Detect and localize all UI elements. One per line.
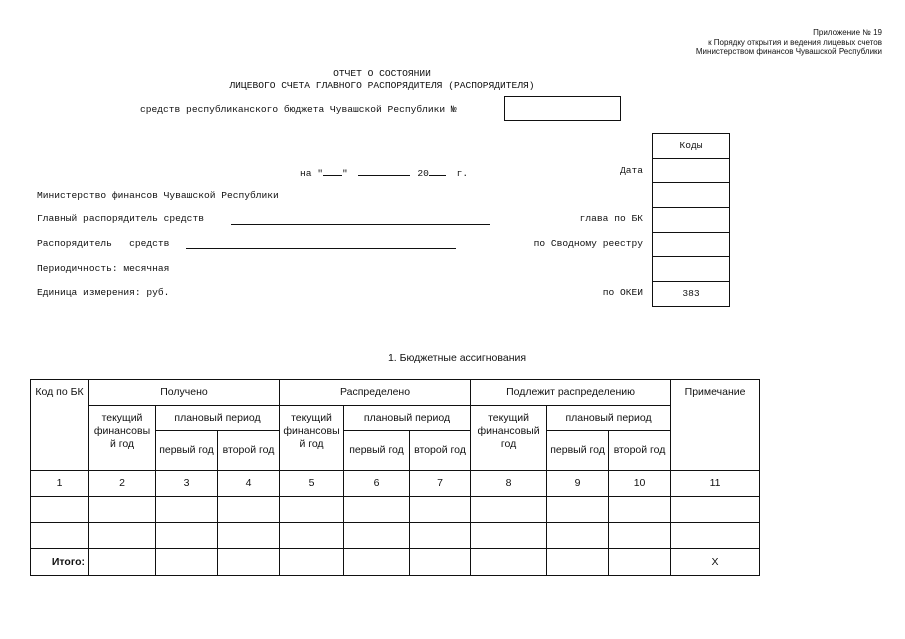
total-cell[interactable] <box>471 549 547 576</box>
col-to-distribute-plan: плановый период <box>547 406 671 431</box>
account-number-field[interactable] <box>504 96 621 121</box>
table-cell[interactable] <box>410 523 471 549</box>
col-num: 11 <box>671 471 760 497</box>
col-num: 7 <box>410 471 471 497</box>
table-cell[interactable] <box>89 523 156 549</box>
total-row <box>31 549 760 576</box>
table-cell[interactable] <box>344 497 410 523</box>
table-cell[interactable] <box>671 523 760 549</box>
col-num: 4 <box>218 471 280 497</box>
section-title: 1. Бюджетные ассигнования <box>387 352 527 364</box>
col-num: 10 <box>609 471 671 497</box>
year-blank[interactable] <box>429 165 446 176</box>
table-cell[interactable] <box>609 523 671 549</box>
appropriations-table <box>30 379 760 576</box>
table-row <box>31 497 760 523</box>
total-cell[interactable] <box>89 549 156 576</box>
col-num: 8 <box>471 471 547 497</box>
total-cell[interactable] <box>410 549 471 576</box>
label-okei: по ОКЕИ <box>602 287 643 298</box>
label-head-bk: глава по БК <box>579 213 643 224</box>
table-row <box>31 523 760 549</box>
table-cell[interactable] <box>280 523 344 549</box>
code-okei: 383 <box>653 282 730 307</box>
col-to-distribute: Подлежит распределению <box>471 380 671 406</box>
col-received-second: второй год <box>218 431 280 471</box>
code-head-bk[interactable] <box>653 208 730 233</box>
col-num: 3 <box>156 471 218 497</box>
table-cell[interactable] <box>547 523 609 549</box>
table-cell[interactable] <box>609 497 671 523</box>
chief-manager-label: Главный распорядитель средств <box>37 213 204 224</box>
col-num: 6 <box>344 471 410 497</box>
table-cell[interactable] <box>410 497 471 523</box>
table-cell[interactable] <box>156 497 218 523</box>
annex-line-3: Министерством финансов Чувашской Республики <box>695 47 882 56</box>
code-date[interactable] <box>653 158 730 183</box>
total-cell[interactable] <box>218 549 280 576</box>
month-blank[interactable] <box>358 165 410 176</box>
report-date <box>300 165 468 179</box>
total-cell[interactable] <box>344 549 410 576</box>
col-note: Примечание <box>671 380 760 471</box>
chief-manager-field[interactable] <box>231 224 490 225</box>
col-num: 9 <box>547 471 609 497</box>
col-num: 2 <box>89 471 156 497</box>
col-received-plan: плановый период <box>156 406 280 431</box>
table-cell[interactable] <box>218 497 280 523</box>
unit-of-measure: Единица измерения: руб. <box>37 287 170 298</box>
table-cell[interactable] <box>89 497 156 523</box>
col-distributed-current: текущий финансовы й год <box>280 406 344 471</box>
total-cell[interactable] <box>156 549 218 576</box>
annex-note <box>696 28 882 57</box>
col-num: 5 <box>280 471 344 497</box>
periodicity: Периодичность: месячная <box>37 263 170 274</box>
table-cell[interactable] <box>31 523 89 549</box>
col-received-first: первый год <box>156 431 218 471</box>
annex-line-1: Приложение № 19 <box>813 28 882 37</box>
table-cell[interactable] <box>471 497 547 523</box>
total-cell[interactable] <box>280 549 344 576</box>
table-cell[interactable] <box>547 497 609 523</box>
label-date: Дата <box>619 165 643 176</box>
col-received-current: текущий финансовы й год <box>89 406 156 471</box>
total-cell[interactable] <box>609 549 671 576</box>
code-reestr[interactable] <box>653 232 730 257</box>
funds-line: средств республиканского бюджета Чувашской Республики № <box>140 104 457 115</box>
manager-field[interactable] <box>186 248 456 249</box>
col-received: Получено <box>89 380 280 406</box>
report-title-2: ЛИЦЕВОГО СЧЕТА ГЛАВНОГО РАСПОРЯДИТЕЛЯ (РАСПОРЯДИТЕЛЯ) <box>229 80 535 91</box>
col-distributed-first: первый год <box>344 431 410 471</box>
column-numbers-row <box>31 471 760 497</box>
table-cell[interactable] <box>471 523 547 549</box>
col-distributed-plan: плановый период <box>344 406 471 431</box>
date-mid: " <box>342 168 348 179</box>
table-cell[interactable] <box>344 523 410 549</box>
table-cell[interactable] <box>671 497 760 523</box>
report-title-1: ОТЧЕТ О СОСТОЯНИИ <box>333 68 431 79</box>
date-year: 20 <box>417 168 429 179</box>
code-blank-1[interactable] <box>653 183 730 208</box>
code-blank-2[interactable] <box>653 257 730 282</box>
total-note: Х <box>671 549 760 576</box>
col-to-distribute-current: текущий финансовый год <box>471 406 547 471</box>
col-num: 1 <box>31 471 89 497</box>
codes-header: Коды <box>653 134 730 159</box>
label-reestr: по Сводному реестру <box>533 238 643 249</box>
annex-line-2: к Порядку открытия и ведения лицевых счетов <box>708 37 882 47</box>
date-prefix: на " <box>300 168 324 179</box>
table-cell[interactable] <box>280 497 344 523</box>
table-cell[interactable] <box>156 523 218 549</box>
total-cell[interactable] <box>547 549 609 576</box>
ministry-name: Министерство финансов Чувашской Республики <box>37 190 279 201</box>
manager-label: Распорядитель средств <box>37 238 170 249</box>
col-to-distribute-second: второй год <box>609 431 671 471</box>
col-to-distribute-first: первый год <box>547 431 609 471</box>
col-code-bk: Код по БК <box>31 380 89 471</box>
col-distributed-second: второй год <box>410 431 471 471</box>
col-distributed: Распределено <box>280 380 471 406</box>
total-label: Итого: <box>31 549 89 576</box>
date-suffix: г. <box>456 168 469 179</box>
codes-table <box>652 133 730 307</box>
table-cell[interactable] <box>218 523 280 549</box>
table-cell[interactable] <box>31 497 89 523</box>
day-blank[interactable] <box>323 165 342 176</box>
